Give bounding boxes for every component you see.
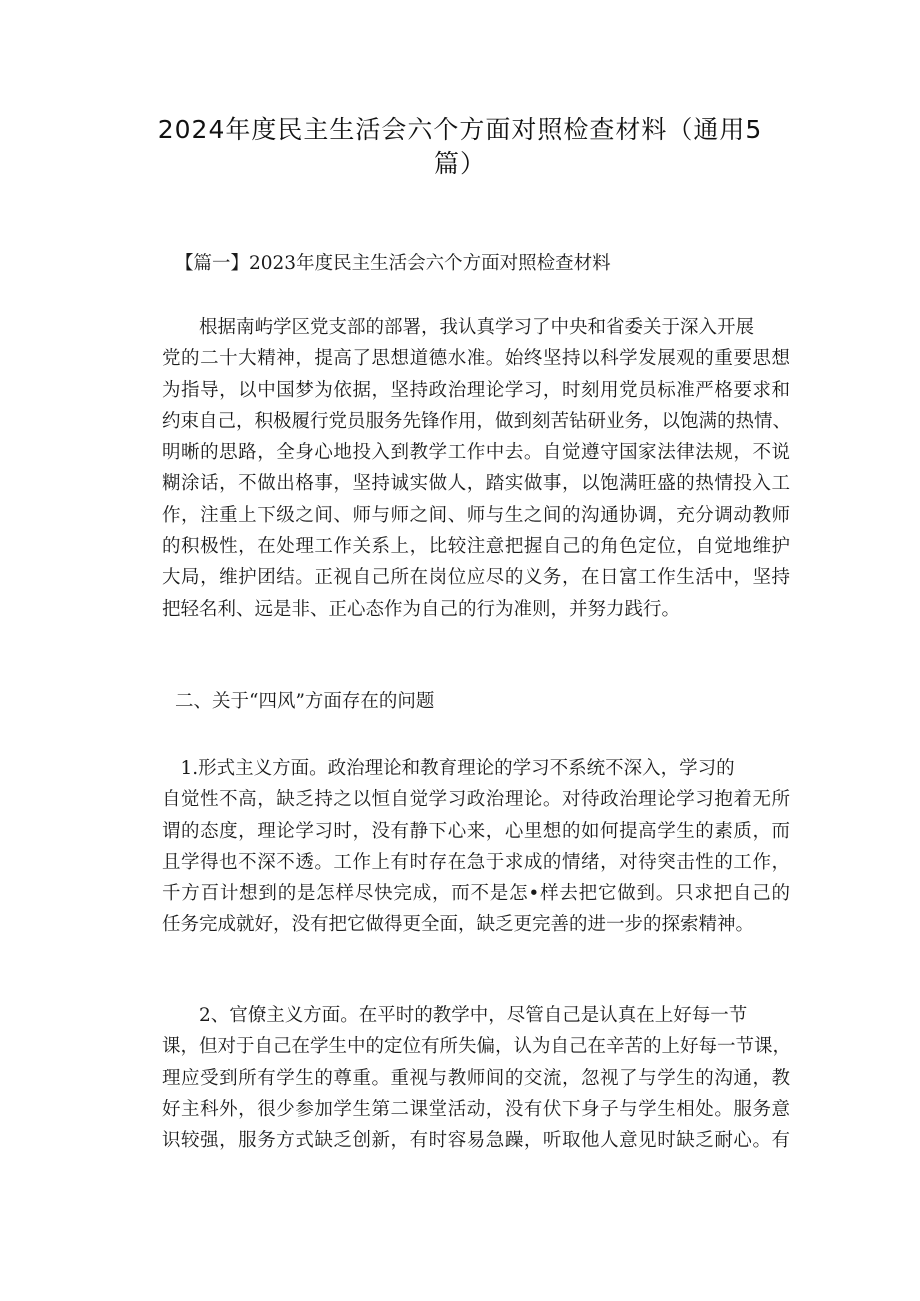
paragraph-line: 根据南屿学区党支部的部署，我认真学习了中央和省委关于深入开展 bbox=[162, 317, 755, 338]
paragraph-line: 理应受到所有学生的尊重。重视与教师间的交流，忽视了与学生的沟通，教 bbox=[162, 1067, 790, 1089]
paragraph-line: 的积极性，在处理工作关系上，比较注意把握自己的角色定位，自觉地维护 bbox=[162, 536, 790, 558]
piece-heading: 【篇一】2023年度民主生活会六个方面对照检查材料 bbox=[175, 253, 611, 274]
title-line-1: 2024年度民主生活会六个方面对照检查材料（通用5 bbox=[157, 115, 763, 144]
paragraph-2 bbox=[162, 753, 790, 941]
paragraph-line: 糊涂话，不做出格事，坚持诚实做人，踏实做事，以饱满旺盛的热情投入工 bbox=[162, 473, 790, 495]
paragraph-line: 党的二十大精神，提高了思想道德水准。始终坚持以科学发展观的重要思想 bbox=[162, 348, 790, 370]
paragraph-line: 课，但对于自己在学生中的定位有所失偏，认为自己在辛苦的上好每一节课， bbox=[162, 1036, 792, 1058]
paragraph-line: 2、官僚主义方面。在平时的教学中，尽管自己是认真在上好每一节 bbox=[162, 1005, 748, 1026]
paragraph-line: 1.形式主义方面。政治理论和教育理论的学习不系统不深入，学习的 bbox=[162, 758, 735, 779]
section-2-heading: 二、关于“四风”方面存在的问题 bbox=[175, 691, 435, 712]
paragraph-line: 任务完成就好，没有把它做得更全面，缺乏更完善的进一步的探索精神。 bbox=[162, 914, 755, 936]
paragraph-1 bbox=[162, 312, 790, 625]
paragraph-line: 自觉性不高，缺乏持之以恒自觉学习政治理论。对待政治理论学习抱着无所 bbox=[162, 789, 790, 811]
paragraph-line: 把轻名利、远是非、正心态作为自己的行为准则，并努力践行。 bbox=[162, 598, 681, 620]
paragraph-line: 好主科外，很少参加学生第二课堂活动，没有伏下身子与学生相处。服务意 bbox=[162, 1098, 790, 1120]
paragraph-line: 明晰的思路，全身心地投入到教学工作中去。自觉遵守国家法律法规，不说 bbox=[162, 442, 790, 464]
paragraph-line: 千方百计想到的是怎样尽快完成，而不是怎•样去把它做到。只求把自己的 bbox=[162, 883, 790, 905]
paragraph-line: 为指导，以中国梦为依据，坚持政治理论学习，时刻用党员标准严格要求和 bbox=[162, 379, 790, 401]
paragraph-line: 大局，维护团结。正视自己所在岗位应尽的义务，在日富工作生活中，坚持 bbox=[162, 567, 790, 589]
title-line-2: 篇） bbox=[433, 149, 486, 178]
paragraph-line: 且学得也不深不透。工作上有时存在急于求成的情绪，对待突击性的工作， bbox=[162, 851, 790, 873]
paragraph-3 bbox=[162, 1000, 790, 1156]
paragraph-line: 作，注重上下级之间、师与师之间、师与生之间的沟通协调，充分调动教师 bbox=[162, 504, 790, 526]
document-title bbox=[150, 113, 770, 181]
paragraph-line: 谓的态度，理论学习时，没有静下心来，心里想的如何提高学生的素质，而 bbox=[162, 820, 790, 842]
paragraph-line: 识较强，服务方式缺乏创新，有时容易急躁，听取他人意见时缺乏耐心。有 bbox=[162, 1130, 790, 1152]
paragraph-line: 约束自己，积极履行党员服务先锋作用，做到刻苦钻研业务，以饱满的热情、 bbox=[162, 410, 792, 432]
